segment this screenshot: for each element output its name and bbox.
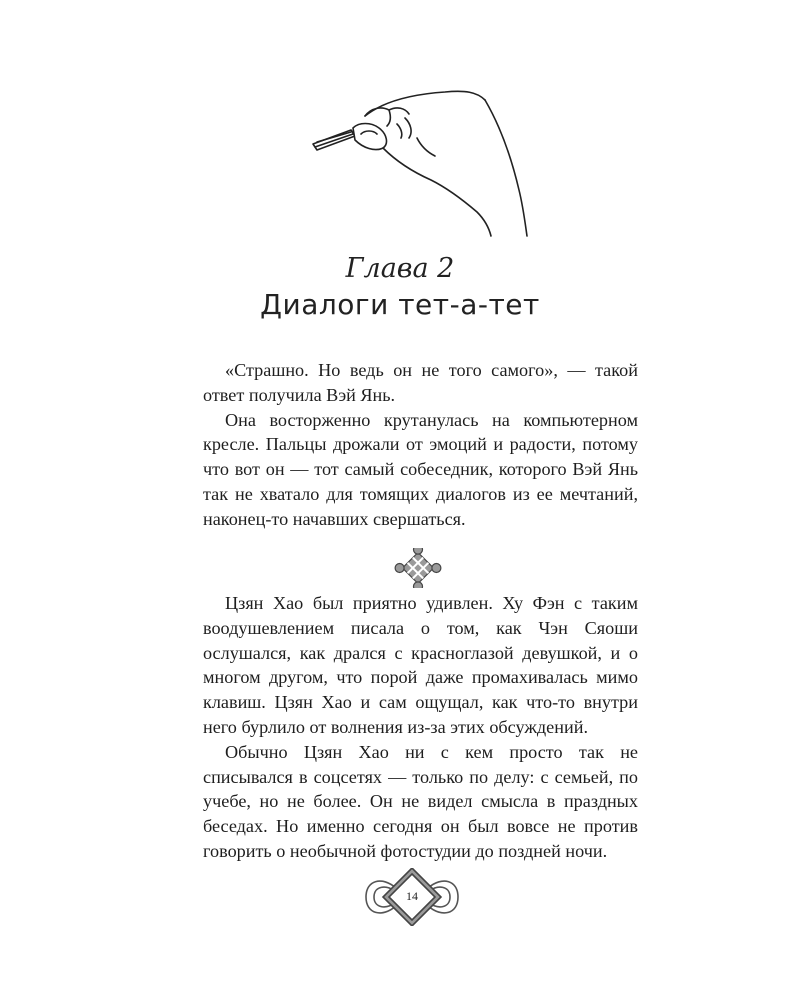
paragraph: «Страшно. Но ведь он не того самого», — такой ответ получила Вэй Янь.: [203, 360, 638, 405]
text-section-2: [203, 591, 638, 864]
endless-knot-icon: [392, 548, 444, 588]
paragraph: Обычно Цзян Хао ни с кем просто так не списывался в соцсетях — только по делу: с семьей, по учебе, но не более. Он не видел смысла в праздных беседах. Но именно сегодня он был вовсе не против говорить о необычной фотостудии до поздней ночи.: [203, 741, 638, 861]
hand-holding-pen-icon: [305, 72, 535, 237]
page-number: 14: [406, 888, 418, 903]
chapter-number: Глава 2: [345, 253, 455, 284]
chapter-title: Диалоги тет-а-тет: [260, 288, 540, 321]
paragraph: Цзян Хао был приятно удивлен. Ху Фэн с таким воодушевлением писала о том, как Чэн Сяоши ослушался, как дрался с красноглазой девушкой, и о многом другом, что порой даже промахивалась мимо клавиш. Цзян Хао и сам ощущал, как что-то внутри него бурлило от волнения из-за этих обсуждений.: [203, 593, 638, 737]
text-section-1: [203, 358, 638, 532]
paragraph: Она восторженно крутанулась на компьютерном кресле. Пальцы дрожали от эмоций и радости, потому что вот он — тот самый собеседник, которого Вэй Янь так не хватало для томящих диалогов из ее мечтаний, наконец-то начавших свершаться.: [203, 409, 638, 529]
